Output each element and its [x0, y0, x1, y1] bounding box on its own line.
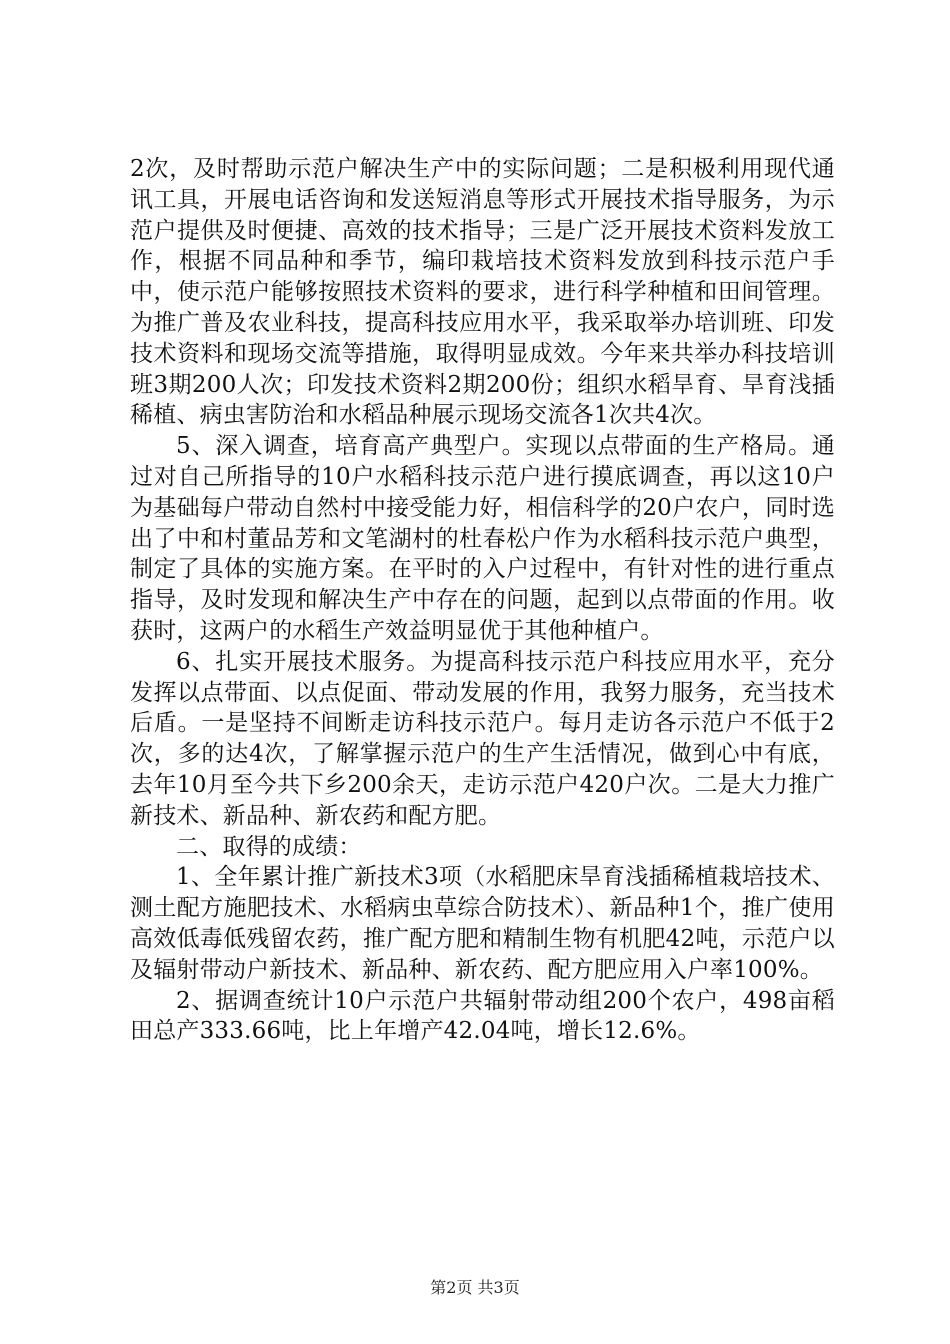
- page-number-footer: 第2页 共3页: [430, 1278, 520, 1297]
- paragraph-achievement-2: 2、据调查统计10户示范户共辐射带动组200个农户，498亩稻田总产333.66吨，比上年增产42.04吨，增长12.6%。: [130, 987, 835, 1045]
- paragraph-continuation: 2次，及时帮助示范户解决生产中的实际问题；二是积极利用现代通讯工具，开展电话咨询和发送短消息等形式开展技术指导服务，为示范户提供及时便捷、高效的技术指导；三是广泛开展技术资料发放工作，根据不同品种和季节，编印栽培技术资料发放到科技示范户手中，使示范户能够按照技术资料的要求，进行科学种植和田间管理。为推广普及农业科技，提高科技应用水平，我采取举办培训班、印发技术资料和现场交流等措施，取得明显成效。今年来共举办科技培训班3期200人次；印发技术资料2期200份；组织水稻旱育、旱育浅插稀植、病虫害防治和水稻品种展示现场交流各1次共4次。: [130, 156, 835, 429]
- paragraph-item-6: 6、扎实开展技术服务。为提高科技示范户科技应用水平，充分发挥以点带面、以点促面、带动发展的作用，我努力服务，充当技术后盾。一是坚持不间断走访科技示范户。每月走访各示范户不低于2次，多的达4次，了解掌握示范户的生产生活情况，做到心中有底，去年10月至今共下乡200余天，走访示范户420户次。二是大力推广新技术、新品种、新农药和配方肥。: [130, 648, 835, 829]
- section-heading-achievements: 二、取得的成绩：: [176, 833, 362, 860]
- paragraph-achievement-1: 1、全年累计推广新技术3项（水稻肥床旱育浅插稀植栽培技术、测土配方施肥技术、水稻病虫草综合防技术）、新品种1个，推广使用高效低毒低残留农药，推广配方肥和精制生物有机肥42吨，示范户以及辐射带动户新技术、新品种、新农药、配方肥应用入户率100%。: [130, 864, 835, 983]
- paragraph-item-5: 5、深入调查，培育高产典型户。实现以点带面的生产格局。通过对自己所指导的10户水稻科技示范户进行摸底调查，再以这10户为基础每户带动自然村中接受能力好，相信科学的20户农户，同时选出了中和村董品芳和文笔湖村的杜春松户作为水稻科技示范户典型，制定了具体的实施方案。在平时的入户过程中，有针对性的进行重点指导，及时发现和解决生产中存在的问题，起到以点带面的作用。收获时，这两户的水稻生产效益明显优于其他种植户。: [130, 433, 835, 644]
- document-body: [130, 154, 835, 1047]
